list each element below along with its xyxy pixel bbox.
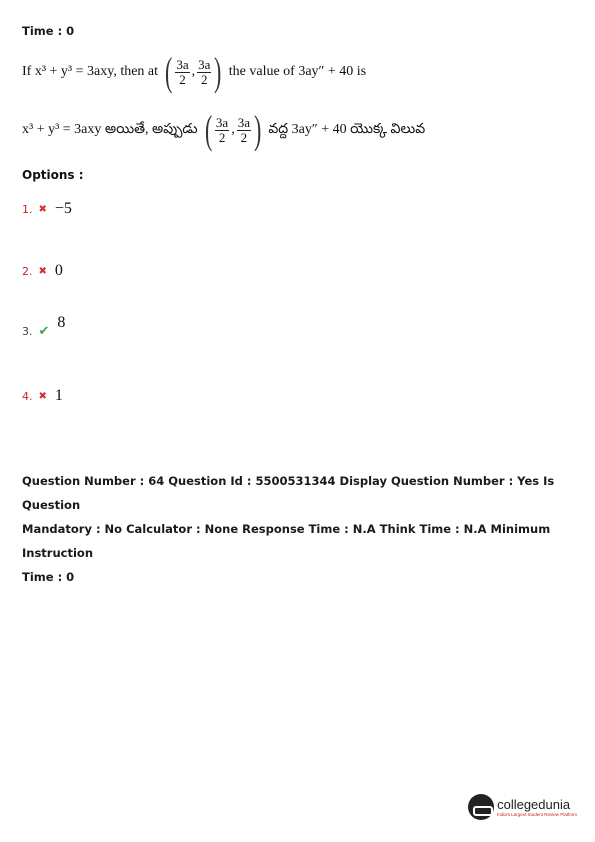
question-meta bbox=[22, 469, 587, 589]
option-4[interactable] bbox=[22, 387, 63, 405]
wrong-icon: ✖ bbox=[38, 203, 47, 215]
question-telugu bbox=[22, 107, 426, 152]
point-coordinates-te: ( $\frac{3a}{2}$ , $\frac{3a}{2}$ ) bbox=[204, 107, 262, 152]
options-label: Options : bbox=[22, 168, 84, 182]
check-icon: ✔ bbox=[38, 323, 50, 339]
question-te-prefix: x³ + y³ = 3axy అయితే, అప్పుడు bbox=[22, 121, 198, 137]
option-2[interactable] bbox=[22, 262, 63, 280]
option-value: 0 bbox=[54, 262, 63, 279]
collegedunia-logo bbox=[468, 794, 577, 820]
option-value: 8 bbox=[57, 314, 66, 331]
wrong-icon: ✖ bbox=[38, 265, 47, 277]
option-1[interactable] bbox=[22, 200, 72, 218]
meta-line-3: Time : 0 bbox=[22, 570, 75, 584]
option-number: 3. bbox=[22, 324, 33, 338]
meta-line-1: Question Number : 64 Question Id : 5500531344 Display Question Number : Yes Is Question bbox=[22, 474, 555, 512]
fraction-y: $\frac{3a}{2}$ bbox=[198, 56, 211, 87]
fraction-x-te: $\frac{3a}{2}$ bbox=[215, 114, 229, 145]
question-te-suffix: వద్ద 3ay″ + 40 యొక్క విలువ bbox=[268, 121, 426, 137]
point-coordinates: ( $\frac{3a}{2}$ , $\frac{3a}{2}$ ) bbox=[165, 49, 222, 94]
question-en-prefix: If x³ + y³ = 3axy, then at bbox=[22, 64, 159, 79]
meta-line-2: Mandatory : No Calculator : None Response Time : N.A Think Time : N.A Minimum Instruction bbox=[22, 522, 551, 560]
time-label: Time : 0 bbox=[22, 24, 75, 38]
option-number: 1. bbox=[22, 202, 33, 216]
logo-tagline: India's Largest Student Review Platform bbox=[497, 812, 577, 817]
wrong-icon: ✖ bbox=[38, 390, 47, 402]
option-number: 4. bbox=[22, 389, 33, 403]
fraction-y-te: $\frac{3a}{2}$ bbox=[237, 114, 250, 145]
option-value: 1 bbox=[54, 387, 63, 404]
option-number: 2. bbox=[22, 264, 33, 278]
option-3[interactable] bbox=[22, 314, 66, 340]
mascot-icon bbox=[468, 794, 494, 820]
option-value: −5 bbox=[54, 200, 72, 217]
fraction-x: $\frac{3a}{2}$ bbox=[176, 56, 189, 87]
question-en-suffix: the value of 3ay″ + 40 is bbox=[228, 64, 367, 79]
logo-name: collegedunia bbox=[497, 797, 571, 812]
question-english bbox=[22, 49, 367, 94]
